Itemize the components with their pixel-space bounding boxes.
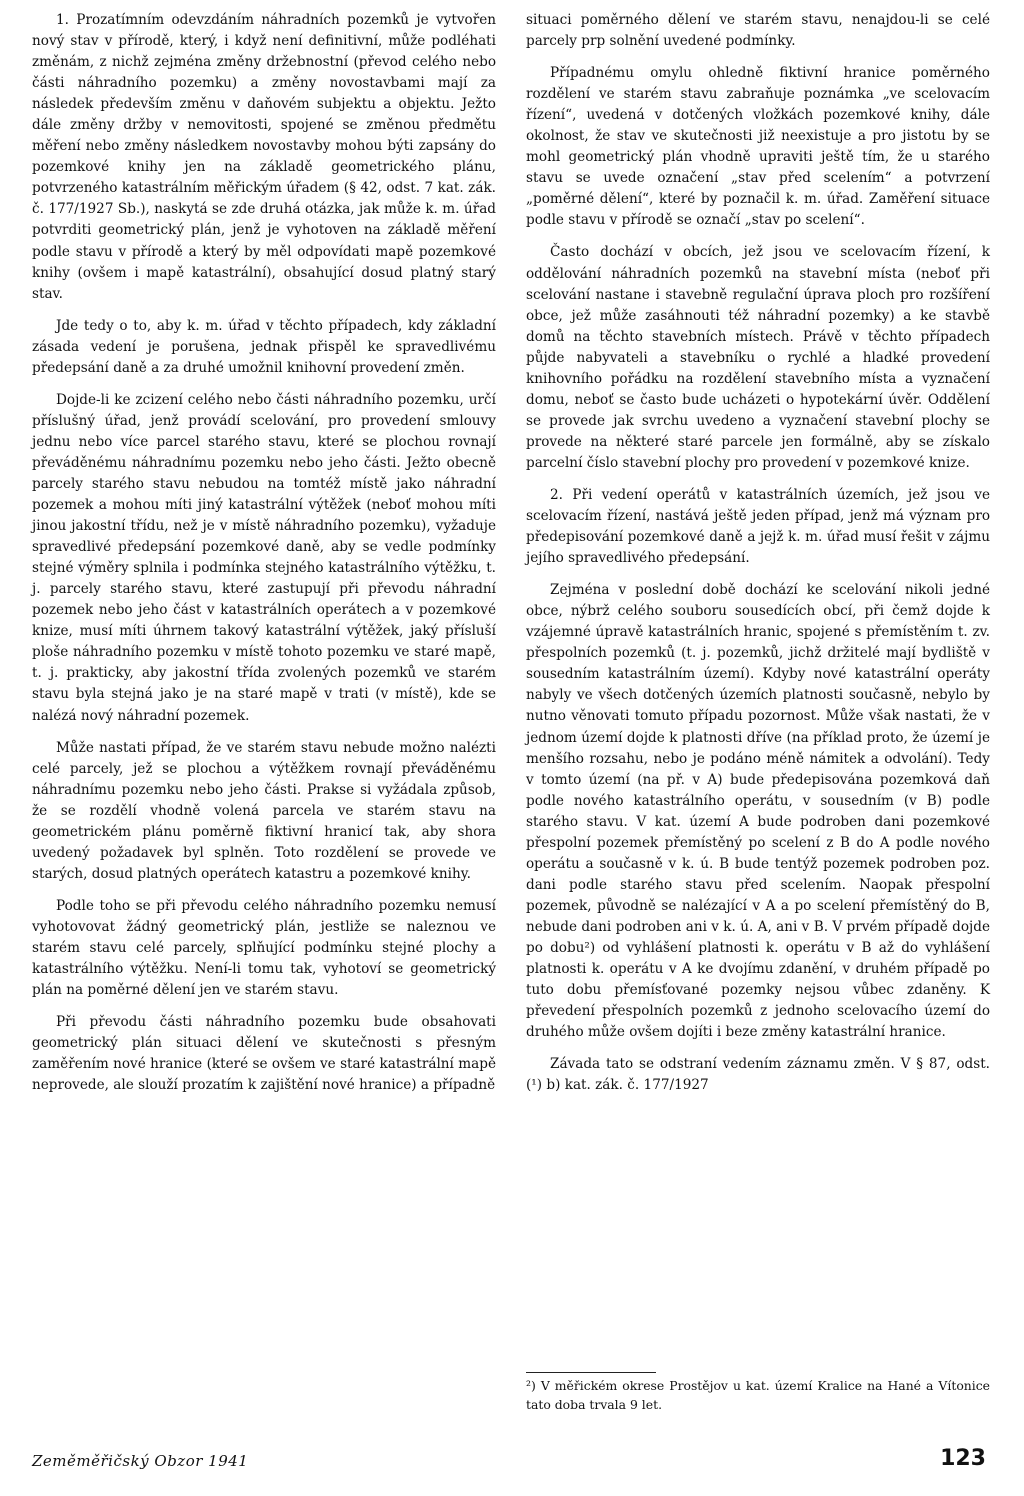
paragraph: Jde tedy o to, aby k. m. úřad v těchto případech, kdy základní zásada vedení je porušena, jednak přispěl ke spravedlivému předepsání daně a za druhé umožnil knihovní provedení změn. xyxy=(32,317,496,376)
paragraph: 2. Při vedení operátů v katastrálních územích, jež jsou ve scelovacím řízení, nastává ještě jeden případ, jenž má význam pro předepisování pozemkové daně a jejž k. m. úřad musí řešit v zájmu jejího spravedlivého předepsání. xyxy=(526,486,990,567)
paragraph: Podle toho se při převodu celého náhradního pozemku nemusí vyhotovovat žádný geometrický plán, jestliže se naleznou ve starém stavu celé parcely, splňující podmínku stejné plochy a katastrálního výtěžku. Není-li tomu tak, vyhotoví se geometrický plán na poměrné dělení jen ve starém stavu. xyxy=(32,897,496,999)
paragraph: Při převodu části náhradního pozemku bude obsahovati geometrický plán situaci dělení ve skutečnosti s přesným zaměřením nové hranice (které se ovšem ve staré katastrální mapě neprovede, ale slouží prozatím k zajištění nové hranice) a případně xyxy=(32,1014,496,1094)
paragraph: Závada tato se odstraní vedením záznamu změn. V § 87, odst. (¹) b) kat. zák. č. 177/1927 xyxy=(526,1056,990,1094)
paragraph: Často dochází v obcích, jež jsou ve scelovacím řízení, k oddělování náhradních pozemků na stavební místa (neboť při scelování nastane i stavebně regulační úprava ploch pro rozšíření obce, jež může zasáhnouti též náhradní pozemky) a ke stavbě domů na těchto stavebních místech. Právě v těchto případech půjde nabyvateli a stavebníku o rychlé a hladké provedení knihovního pořádku na rozdělení stavebního místa a vyznačení domu, neboť se často bude ucházeti o hypotekární úvěr. Oddělení se provede jak svrchu uvedeno a vyznačení stavební plochy se provede na některé staré parcele jen formálně, aby se získalo parcelní číslo stavební plochy pro provedení v pozemkové knize. xyxy=(526,244,990,471)
left-column xyxy=(32,10,496,1107)
journal-title: Zeměměřičský Obzor 1941 xyxy=(32,1452,249,1470)
paragraph: situaci poměrného dělení ve starém stavu, nenajdou-li se celé parcely prp solnění uvedené podmínky. xyxy=(526,12,990,50)
paragraph: Dojde-li ke zcizení celého nebo části náhradního pozemku, určí příslušný úřad, jenž provádí scelování, pro provedení smlouvy jednu nebo více parcel starého stavu, které se plochou rovnají převáděnému náhradnímu pozemku nebo jeho části. Ježto obecně parcely starého stavu nebudou na tomtéž místě jako náhradní pozemek a mohou míti jiný katastrální výtěžek (neboť mohou míti jinou jakostní třídu, než je v místě náhradního pozemku), vyžaduje spravedlivé předepsání pozemkové daně, aby se vedle podmínky stejné výměry splnila i podmínka stejného katastrálního výtěžku, t. j. parcely starého stavu, které zastupují při převodu náhradní pozemek nebo jeho část v katastrálních operátech a v pozemkové knize, musí míti úhrnem takový katastrální výtěžek, jaký přísluší ploše náhradního pozemku v místě tohoto pozemku ve staré mapě, t. j. prakticky, aby jakostní třída zvolených pozemků ve starém stavu byla stejná jako je na staré mapě v trati (v místě), kde se nalézá nový náhradní pozemek. xyxy=(32,391,496,724)
page-number: 123 xyxy=(940,1446,986,1471)
footnote-divider xyxy=(526,1372,656,1373)
right-column xyxy=(526,10,990,1107)
paragraph: Může nastati případ, že ve starém stavu nebude možno nalézti celé parcely, jež se plochou a výtěžkem rovnají převáděnému náhradnímu pozemku nebo jeho části. Prakse si vyžádala způsob, že se rozdělí vhodně volená parcela ve starém stavu na geometrickém plánu poměrně fiktivní hranicí tak, aby shora uvedený požadavek byl splněn. Toto rozdělení se provede ve starých, dosud platných operátech katastru a pozemkové knihy. xyxy=(32,739,496,882)
paragraph: 1. Prozatímním odevzdáním náhradních pozemků je vytvořen nový stav v přírodě, který, i když není definitivní, může podléhati změnám, z nichž zejména změny držebnostní (převod celého nebo části náhradního pozemku) a změny novostavbami mají za následek především změnu v daňovém subjektu a objektu. Ježto dále změny držby v nemovitosti, spojené se změnou předmětu měření nebo změny následkem novostavby mohou býti zapsány do pozemkové knihy jen na základě geometrického plánu, potvrzeného katastrálním měřickým úřadem (§ 42, odst. 7 kat. zák. č. 177/1927 Sb.), naskytá se zde druhá otázka, jak může k. m. úřad potvrditi geometrický plán, jenž je vyhotoven na základě měření podle stavu v přírodě a který by měl odpovídati mapě pozemkové knihy (ovšem i mapě katastrální), obsahující dosud platný starý stav. xyxy=(32,12,496,302)
paragraph: Případnému omylu ohledně fiktivní hranice poměrného rozdělení ve starém stavu zabraňuje poznámka „ve scelovacím řízení“, uvedená v dotčených vložkách pozemkové knihy, dále okolnost, že stav ve skutečnosti již neexistuje a pro jistotu by se mohl geometrický plán vhodně upraviti ještě tím, že u starého stavu se uvede označení „stav před scelením“ a potvrzení „poměrné dělení“, které by poznačil k. m. úřad. Zaměření situace podle stavu v přírodě se označí „stav po scelení“. xyxy=(526,65,990,229)
footnote: ²) V měřickém okrese Prostějov u kat. území Kralice na Hané a Vítonice tato doba trvala 9 let. xyxy=(526,1378,990,1412)
paragraph: Zejména v poslední době dochází ke scelování nikoli jedné obce, nýbrž celého souboru sousedících obcí, při čemž dojde k vzájemné úpravě katastrálních hranic, spojené s přemístěním t. zv. přespolních pozemků (t. j. pozemků, jichž držitelé mají bydliště v sousedním katastrálním území). Kdyby nové katastrální operáty nabyly ve všech dotčených územích platnosti současně, nebylo by nutno věnovati tomuto případu pozornost. Může však nastati, že v jednom území dojde k platnosti dříve (na příklad proto, že území je menšího rozsahu, nebo je podáno méně námitek a odvolání). Tedy v tomto území (na př. v A) bude předepisována pozemková daň podle nového katastrálního operátu, v sousedním (v B) podle starého stavu. V kat. území A bude podroben dani pozemkové přespolní pozemek přemístěný po scelení z B do A podle nového operátu a současně v k. ú. B bude tentýž pozemek podroben poz. dani podle starého stavu před scelením. Naopak přespolní pozemek, původně se nalézající v A a po scelení přemístěný do B, nebude dani podroben ani v k. ú. A, ani v B. V prvém případě dojde po dobu²) od vyhlášení platnosti k. operátu v B až do vyhlášení platnosti k. operátu v A ke dvojímu zdanění, v druhém případě po tuto dobu přemísťované pozemky nejsou vůbec zdaněny. K převedení přespolních pozemků z jednoho scelovacího území do druhého může ovšem dojíti i beze změny katastrální hranice. xyxy=(526,582,990,1041)
